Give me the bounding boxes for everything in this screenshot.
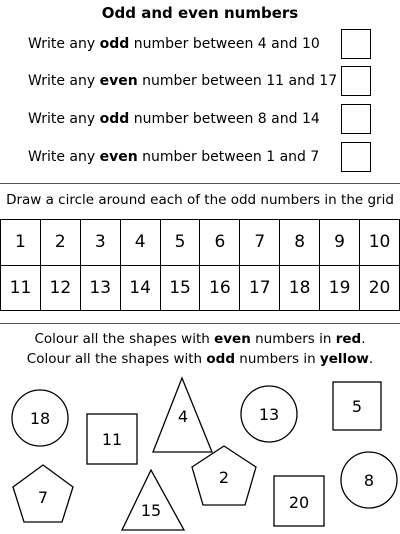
shape-label: 18 [29, 409, 51, 428]
shape-triangle[interactable] [153, 378, 212, 452]
grid-cell[interactable]: 6 [200, 220, 240, 266]
instruction-text: numbers in [250, 331, 336, 347]
instruction-keyword: odd [206, 351, 236, 367]
shape-label: 8 [363, 471, 375, 490]
grid-cell[interactable]: 12 [40, 265, 80, 311]
shapes-area [0, 372, 400, 534]
question-text: Write any [28, 73, 100, 89]
shape-label: 11 [101, 430, 123, 449]
answer-box-3[interactable] [341, 104, 371, 134]
question-4 [28, 149, 319, 165]
shape-square[interactable] [87, 414, 137, 464]
question-keyword: odd [99, 36, 130, 52]
section-divider [0, 323, 400, 324]
grid-cell[interactable]: 1 [1, 220, 41, 266]
shape-circle[interactable] [12, 390, 68, 446]
grid-row [1, 220, 400, 266]
question-text: number between 1 and 7 [137, 149, 320, 165]
worksheet-title: Odd and even numbers [101, 4, 299, 22]
instruction-text: numbers in [235, 351, 320, 367]
shape-label: 13 [258, 405, 280, 424]
answer-box-4[interactable] [341, 142, 371, 172]
shape-square[interactable] [274, 476, 324, 526]
shape-label: 7 [37, 488, 49, 507]
question-keyword: even [99, 149, 138, 165]
instruction-text: . [361, 331, 366, 347]
instruction-keyword: even [214, 331, 251, 347]
question-text: number between 4 and 10 [129, 36, 320, 52]
grid-cell[interactable]: 7 [240, 220, 280, 266]
grid-cell[interactable]: 5 [160, 220, 200, 266]
answer-box-2[interactable] [341, 66, 371, 96]
shape-label: 15 [140, 501, 162, 520]
colour-instruction-2 [0, 351, 400, 367]
grid-cell[interactable]: 11 [1, 265, 41, 311]
shape-label: 4 [177, 407, 189, 426]
question-3 [28, 111, 320, 127]
grid-cell[interactable]: 17 [240, 265, 280, 311]
grid-cell[interactable]: 2 [40, 220, 80, 266]
shape-label: 5 [351, 397, 363, 416]
grid-instruction: Draw a circle around each of the odd numbers in the grid [6, 192, 394, 208]
question-text: Write any [28, 149, 100, 165]
grid-cell[interactable]: 16 [200, 265, 240, 311]
shape-triangle[interactable] [122, 470, 184, 530]
grid-cell[interactable]: 15 [160, 265, 200, 311]
question-keyword: odd [99, 111, 130, 127]
grid-cell[interactable]: 14 [120, 265, 160, 311]
question-2 [28, 73, 337, 89]
question-text: number between 8 and 14 [129, 111, 320, 127]
colour-instruction-1 [0, 331, 400, 347]
shape-square[interactable] [333, 382, 381, 430]
shape-circle[interactable] [341, 452, 397, 508]
instruction-text: Colour all the shapes with [26, 351, 207, 367]
question-keyword: even [99, 73, 138, 89]
instruction-text: . [368, 351, 374, 367]
question-1 [28, 36, 320, 52]
number-grid [0, 219, 400, 311]
grid-cell[interactable]: 18 [280, 265, 320, 311]
question-text: number between 11 and 17 [137, 73, 338, 89]
question-text: Write any [28, 111, 100, 127]
section-divider [0, 183, 400, 184]
question-text: Write any [28, 36, 100, 52]
answer-box-1[interactable] [341, 29, 371, 59]
shape-label: 2 [218, 468, 230, 487]
shape-pentagon[interactable] [192, 446, 256, 505]
instruction-keyword: yellow [319, 351, 369, 367]
grid-cell[interactable]: 4 [120, 220, 160, 266]
grid-cell[interactable]: 13 [80, 265, 120, 311]
instruction-keyword: red [335, 331, 362, 347]
grid-cell[interactable]: 19 [320, 265, 360, 311]
grid-cell[interactable]: 20 [360, 265, 400, 311]
shape-circle[interactable] [241, 386, 297, 442]
shape-pentagon[interactable] [13, 465, 73, 522]
shape-label: 20 [288, 493, 310, 512]
grid-cell[interactable]: 9 [320, 220, 360, 266]
grid-cell[interactable]: 3 [80, 220, 120, 266]
grid-row [1, 265, 400, 311]
grid-cell[interactable]: 10 [360, 220, 400, 266]
grid-cell[interactable]: 8 [280, 220, 320, 266]
instruction-text: Colour all the shapes with [34, 331, 215, 347]
